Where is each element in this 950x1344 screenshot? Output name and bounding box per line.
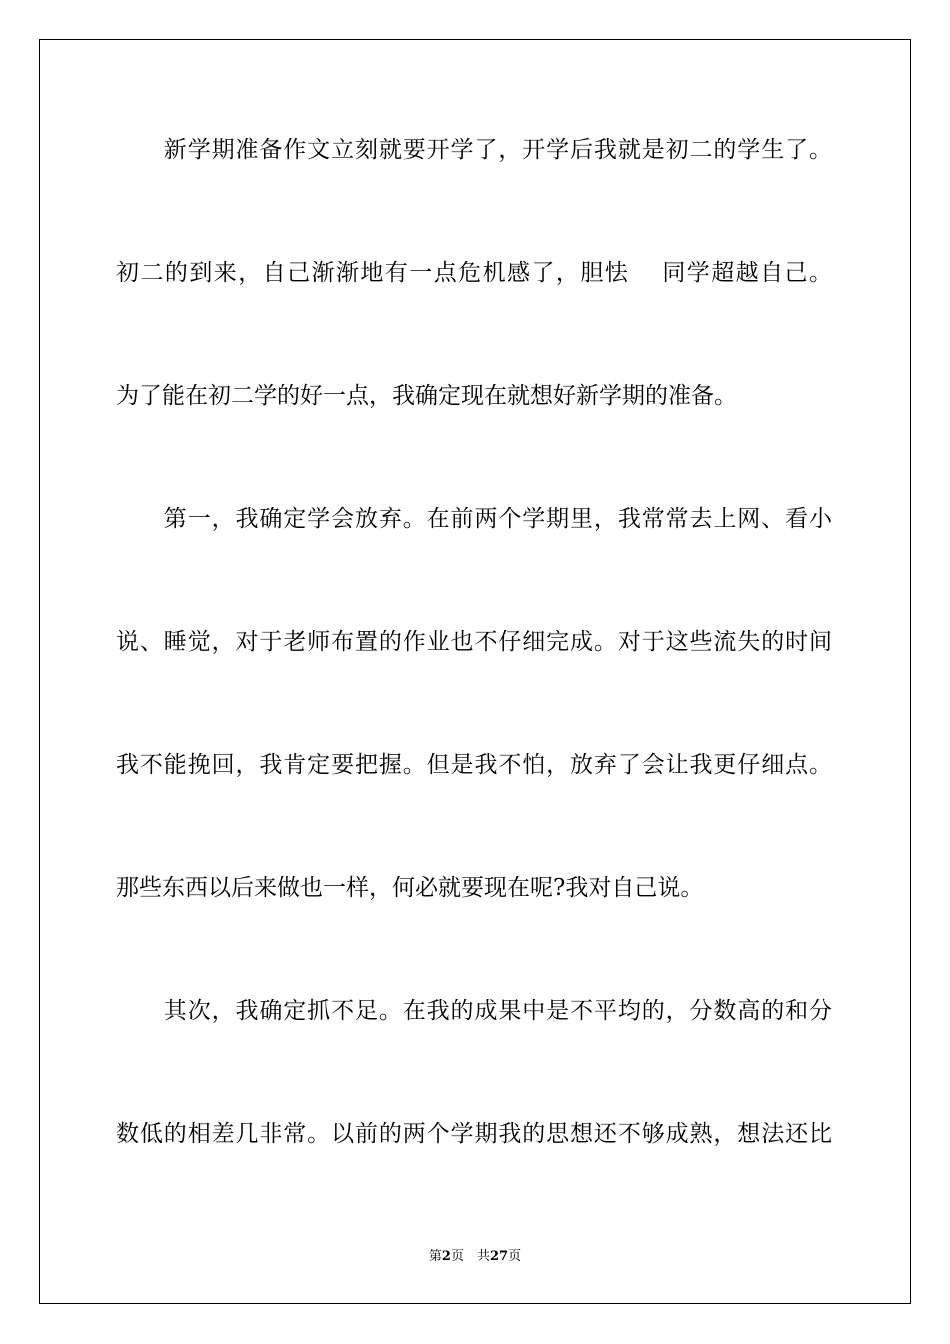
footer-middle: 页 共 [450, 1249, 490, 1264]
text-line: 那些东西以后来做也一样，何必就要现在呢?我对自己说。 [116, 875, 704, 901]
current-page-number: 2 [441, 1249, 451, 1264]
page-footer [0, 1248, 950, 1266]
total-pages-number: 27 [489, 1249, 509, 1264]
text-line: 第一，我确定学会放弃。在前两个学期里，我常常去上网、看小 [116, 506, 832, 532]
text-line: 其次，我确定抓不足。在我的成果中是不平均的，分数高的和分 [116, 998, 832, 1024]
text-line: 数低的相差几非常。以前的两个学期我的思想还不够成熟，想法还比 [116, 1121, 832, 1147]
footer-prefix: 第 [428, 1249, 442, 1264]
text-line: 新学期准备作文立刻就要开学了，开学后我就是初二的学生了。 [116, 137, 832, 163]
footer-suffix: 页 [508, 1249, 522, 1264]
text-line: 初二的到来，自己渐渐地有一点危机感了，胆怯 同学超越自己。 [116, 260, 832, 286]
text-line: 为了能在初二学的好一点，我确定现在就想好新学期的准备。 [116, 383, 737, 409]
text-line: 说、睡觉，对于老师布置的作业也不仔细完成。对于这些流失的时间 [116, 629, 832, 655]
text-line: 我不能挽回，我肯定要把握。但是我不怕，放弃了会让我更仔细点。 [116, 752, 832, 778]
page-border [39, 39, 911, 1304]
